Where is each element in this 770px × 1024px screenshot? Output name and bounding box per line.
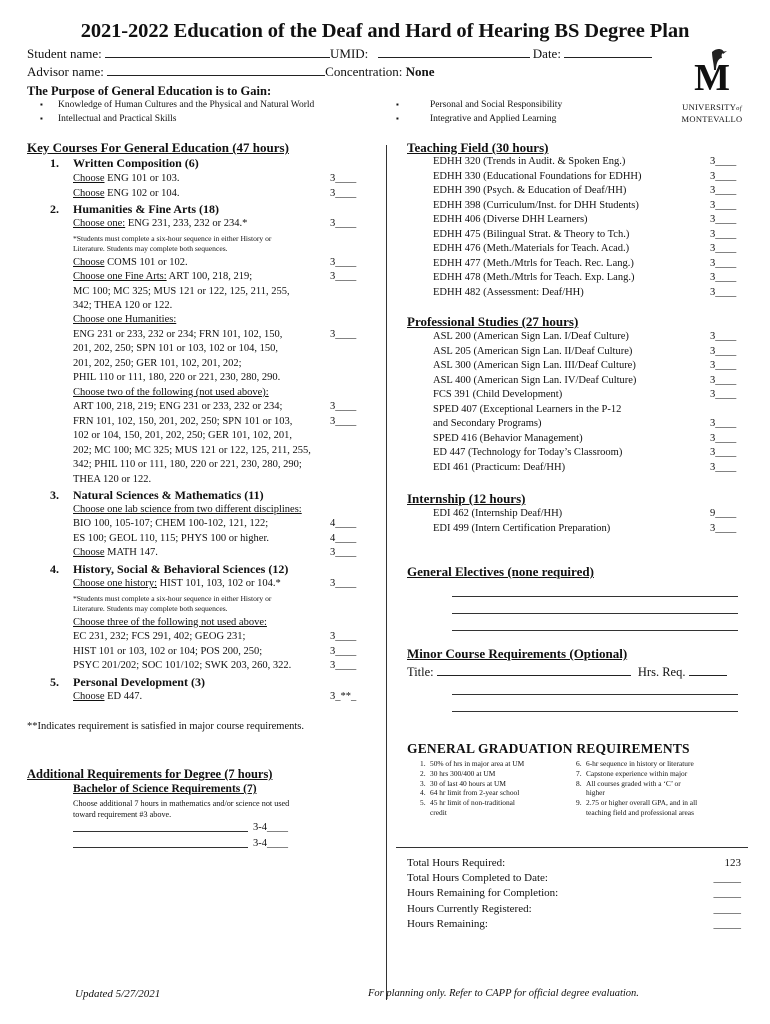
bullet-icon: ▪ [40, 114, 43, 123]
teaching-list [433, 156, 743, 301]
hours-blank[interactable]: 3____ [710, 272, 737, 283]
requirement-item: 6. 6-hr sequence in history or literature [576, 759, 694, 768]
course-row: EDHH 478 (Meth./Mtrls for Teach. Exp. Lang.) 3____ [433, 272, 737, 283]
course-row: 342; PHIL 110 or 111, 180, 220 or 221, 230, 280, 290; [73, 459, 302, 470]
total-row: Hours Remaining: _____ [407, 917, 747, 932]
student-info-row [27, 46, 652, 62]
course-row: 202; MC 100; MC 325; MUS 121 or 122, 125, 211, 255, [73, 445, 311, 456]
hours-blank[interactable]: 3-4____ [253, 822, 288, 833]
hours-blank[interactable]: 3____ [330, 631, 357, 642]
logo-line2: MONTEVALLO [681, 114, 743, 124]
note: Literature. Students may complete both sequences. [73, 604, 228, 613]
course-row: PHIL 110 or 111, 180, 220 or 221, 230, 280, 290. [73, 372, 281, 383]
note: *Students must complete a six-hour sequence in either History or [73, 234, 272, 243]
requirement-item: teaching field and professional areas [586, 807, 694, 817]
requirement-item: 5. 45 hr limit of non-traditional [420, 798, 515, 808]
hours-blank[interactable]: 3____ [710, 418, 737, 429]
course-row: MC 100; MC 325; MUS 121 or 122, 125, 211, 255, [73, 286, 290, 297]
minor-title-label: Title: [407, 665, 434, 679]
requirement-item: 4. 64 hr limit from 2-year school [420, 788, 520, 798]
note: Choose additional 7 hours in mathematics and/or science not used [73, 799, 290, 808]
course-row: EDHH 475 (Bilingual Strat. & Theory to Tch.) 3____ [433, 228, 737, 240]
section-number: 3. [50, 488, 59, 502]
electives-title: General Electives (none required) [407, 564, 594, 579]
bullet-icon: ▪ [396, 114, 399, 123]
hours-blank[interactable]: 3_**_ [330, 691, 357, 702]
total-blank[interactable]: _____ [713, 917, 741, 930]
requirement-item: 3. 30 of last 40 hours at UM [420, 778, 506, 788]
date-field[interactable] [564, 46, 652, 58]
elective-blank[interactable] [452, 630, 738, 631]
hours-blank[interactable]: 3____ [710, 185, 737, 196]
course-row: EDI 462 (Internship Deaf/HH) [433, 508, 563, 519]
course-row: PSYC 201/202; SOC 101/102; SWK 203, 260, 322. [73, 660, 292, 671]
total-blank[interactable]: _____ [713, 887, 741, 900]
choose-label: Choose two of the following (not used above): [73, 387, 269, 398]
student-name-label: Student name: [27, 46, 102, 61]
course-row: ES 100; GEOL 110, 115; PHYS 100 or higher. [73, 533, 269, 544]
elective-blank[interactable] [452, 613, 738, 614]
requirement-item: 8. All courses graded with a ‘C’ or [576, 778, 681, 788]
hours-blank[interactable]: 4____ [330, 533, 357, 544]
hours-blank[interactable]: 3____ [710, 374, 737, 386]
requirement-item: 9. 2.75 or higher overall GPA, and in all [576, 798, 698, 808]
hours-blank[interactable]: 3____ [710, 156, 737, 167]
hours-blank[interactable]: 9____ [710, 508, 737, 519]
hours-blank[interactable]: 3____ [710, 522, 737, 534]
hours-blank[interactable]: 3____ [710, 461, 737, 473]
section-number: 1. [50, 156, 59, 170]
total-required-value: 123 [724, 857, 741, 869]
course-row: Choose ENG 101 or 103. [73, 173, 180, 184]
hours-blank[interactable]: 3____ [330, 271, 357, 282]
requirement-item: higher [586, 788, 605, 798]
concentration-label: Concentration: [325, 64, 403, 79]
hours-blank[interactable]: 3____ [710, 199, 737, 211]
total-blank[interactable]: _____ [713, 902, 741, 915]
course-row: FRN 101, 102, 150, 201, 202, 250; SPN 101 or 103, [73, 416, 293, 427]
hours-blank[interactable]: 3____ [330, 173, 357, 184]
course-row: SPED 416 (Behavior Management) [433, 432, 583, 444]
course-row: Choose one: ENG 231, 233, 232 or 234.* [73, 218, 248, 229]
section-title: Natural Sciences & Mathematics (11) [73, 488, 264, 502]
requirement-item: 2. 30 hrs 300/400 at UM [420, 768, 496, 778]
umid-field[interactable] [378, 46, 530, 58]
graduation-list-right [576, 759, 751, 818]
course-row: ENG 231 or 233, 232 or 234; FRN 101, 102, 150, [73, 329, 283, 340]
hours-blank[interactable]: 3____ [330, 329, 357, 340]
course-row: Choose ENG 102 or 104. [73, 188, 180, 199]
course-row: ART 100, 218, 219; ENG 231 or 233, 232 or 234; [73, 401, 283, 412]
course-row: ASL 400 (American Sign Lan. IV/Deaf Culture) [433, 374, 637, 386]
purpose-title: The Purpose of General Education is to Gain: [27, 84, 272, 98]
course-row: EDI 499 (Intern Certification Preparation) [433, 522, 611, 534]
hours-blank[interactable]: 3____ [710, 243, 737, 254]
planning-disclaimer: For planning only. Refer to CAPP for official degree evaluation. [368, 988, 639, 999]
requirement-item: 1. 50% of hrs in major area at UM [420, 759, 525, 768]
hours-blank[interactable]: 3____ [710, 331, 737, 342]
internship-title: Internship (12 hours) [407, 491, 526, 506]
hours-blank[interactable]: 3____ [710, 214, 737, 225]
minor-course-blank[interactable] [452, 711, 738, 712]
logo-line1: UNIVERSITY [682, 102, 737, 112]
hours-blank[interactable]: 3____ [710, 170, 737, 182]
note: *Students must complete a six-hour sequence in either History or [73, 594, 272, 603]
course-row: Choose one history: HIST 101, 103, 102 or 104.* [73, 578, 281, 589]
footnote: **Indicates requirement is satisfied in major course requirements. [27, 721, 304, 732]
column-divider [386, 145, 387, 1000]
advisor-row [27, 64, 435, 80]
course-blank[interactable] [73, 847, 248, 848]
course-row: EDHH 477 (Meth./Mtrls for Teach. Rec. Lang.) 3____ [433, 257, 737, 269]
purpose-bullet [40, 114, 177, 124]
page-title: 2021-2022 Education of the Deaf and Hard of Hearing BS Degree Plan [80, 20, 690, 42]
course-row: Choose ED 447. [73, 691, 143, 702]
course-row: 201, 202, 250; GER 101, 102, 201, 202; [73, 358, 242, 369]
date-label: Date: [532, 46, 561, 61]
course-row: 342; THEA 120 or 122. [73, 300, 173, 311]
hours-blank[interactable]: 3____ [710, 432, 737, 444]
professional-title: Professional Studies (27 hours) [407, 314, 579, 329]
graduation-list-left [420, 759, 570, 818]
total-row: Hours Currently Registered: _____ [407, 902, 747, 917]
course-row: ED 447 (Technology for Today’s Classroom) [433, 447, 623, 458]
hours-blank[interactable]: 3____ [330, 646, 357, 657]
course-row: 201, 202, 250; SPN 101 or 103, 102 or 104, 150, [73, 343, 279, 354]
hours-blank[interactable]: 3____ [710, 345, 737, 357]
course-row: Choose MATH 147. [73, 547, 158, 558]
section-title: Personal Development (3) [73, 675, 205, 689]
logo-of: of [736, 105, 742, 112]
course-row: EDHH 406 (Diverse DHH Learners) 3____ [433, 214, 737, 225]
course-row: HIST 101 or 103, 102 or 104; POS 200, 250; [73, 646, 263, 657]
hours-blank[interactable]: 3____ [330, 547, 357, 558]
course-row: ASL 300 (American Sign Lan. III/Deaf Culture) [433, 360, 636, 371]
course-row: ASL 205 (American Sign Lan. II/Deaf Culture) [433, 345, 633, 357]
hours-blank[interactable]: 3____ [710, 389, 737, 400]
note: toward requirement #3 above. [73, 810, 172, 819]
updated-date: Updated 5/27/2021 [75, 988, 161, 1000]
course-row: EDI 461 (Practicum: Deaf/HH) [433, 461, 566, 473]
hours-blank[interactable]: 3____ [330, 218, 357, 229]
totals-divider [396, 847, 748, 848]
totals-block [407, 856, 747, 932]
bullet-text: Knowledge of Human Cultures and the Physical and Natural World [58, 100, 315, 110]
hours-blank[interactable]: 3____ [330, 257, 357, 268]
minor-course-blank[interactable] [452, 694, 738, 695]
additional-title: Additional Requirements for Degree (7 hours) [27, 767, 273, 781]
advisor-field[interactable] [107, 64, 325, 76]
hours-blank[interactable]: 3____ [330, 401, 357, 412]
minor-hrs-label: Hrs. Req. [637, 665, 686, 679]
bullet-text: Personal and Social Responsibility [430, 100, 563, 110]
course-row: BIO 100, 105-107; CHEM 100-102, 121, 122; [73, 518, 269, 529]
section-title: Written Composition (6) [73, 156, 199, 170]
course-row: SPED 407 (Exceptional Learners in the P-12 [433, 403, 622, 415]
course-row: FCS 391 (Child Development) [433, 389, 563, 400]
umid-label: UMID: [330, 46, 369, 61]
choose-label: Choose one Humanities: [73, 314, 177, 325]
section-number: 4. [50, 562, 59, 576]
course-row: ASL 200 (American Sign Lan. I/Deaf Culture) [433, 331, 629, 342]
minor-title: Minor Course Requirements (Optional) [407, 646, 628, 661]
course-row: EC 231, 232; FCS 291, 402; GEOG 231; [73, 631, 246, 642]
logo-wordmark [672, 102, 752, 124]
course-row: THEA 120 or 122. [73, 474, 152, 485]
hours-blank[interactable]: 3____ [710, 286, 737, 298]
course-row: EDHH 330 (Educational Foundations for EDHH) 3____ [433, 170, 737, 182]
purpose-bullet [396, 100, 563, 110]
graduation-title: GENERAL GRADUATION REQUIREMENTS [407, 741, 690, 756]
course-row: EDHH 482 (Assessment: Deaf/HH) 3____ [433, 286, 737, 298]
bullet-icon: ▪ [40, 100, 43, 109]
total-row: Total Hours Completed to Date: _____ [407, 871, 747, 886]
choose-label: Choose three of the following not used above: [73, 617, 267, 628]
requirement-item: credit [430, 807, 447, 817]
hours-blank[interactable]: 3____ [330, 188, 357, 199]
hours-blank[interactable]: 3____ [330, 416, 357, 427]
course-row: Choose one Fine Arts: ART 100, 218, 219; [73, 271, 253, 282]
choose-label: Choose one lab science from two different disciplines: [73, 504, 302, 515]
hours-blank[interactable]: 3____ [330, 578, 357, 589]
advisor-label: Advisor name: [27, 64, 104, 79]
course-row: EDHH 320 (Trends in Audit. & Spoken Eng.) 3____ [433, 156, 737, 167]
bullet-text: Integrative and Applied Learning [430, 114, 557, 124]
bullet-text: Intellectual and Practical Skills [58, 114, 177, 124]
hours-blank[interactable]: 3____ [710, 257, 737, 269]
section-number: 2. [50, 202, 59, 216]
course-blank[interactable] [73, 831, 248, 832]
total-row: Hours Remaining for Completion: _____ [407, 886, 747, 901]
hours-blank[interactable]: 4____ [330, 518, 357, 529]
student-name-field[interactable] [105, 46, 330, 58]
minor-title-row [407, 663, 727, 680]
minor-hrs-field[interactable] [689, 663, 727, 676]
key-courses-title: Key Courses For General Education (47 hours) [27, 140, 289, 155]
total-row: Total Hours Required: 123 [407, 856, 747, 871]
purpose-bullet [396, 114, 557, 124]
hours-blank[interactable]: 3____ [710, 360, 737, 371]
university-logo [672, 46, 752, 126]
bullet-icon: ▪ [396, 100, 399, 109]
section-number: 5. [50, 675, 59, 689]
elective-blank[interactable] [452, 596, 738, 597]
course-row: EDHH 476 (Meth./Materials for Teach. Acad.) 3____ [433, 243, 737, 254]
purpose-bullet [40, 100, 315, 110]
hours-blank[interactable]: 3____ [330, 660, 357, 671]
section-title: History, Social & Behavioral Sciences (12) [73, 562, 289, 576]
teaching-title: Teaching Field (30 hours) [407, 140, 549, 155]
hours-blank[interactable]: 3-4____ [253, 838, 288, 849]
total-blank[interactable]: _____ [713, 872, 741, 885]
section-title: Humanities & Fine Arts (18) [73, 202, 219, 216]
course-row: and Secondary Programs) [433, 418, 542, 429]
hours-blank[interactable]: 3____ [710, 447, 737, 458]
course-row: EDHH 390 (Psych. & Education of Deaf/HH) 3____ [433, 185, 737, 196]
course-row: 102 or 104, 150, 201, 202, 250; GER 101, 102, 201, [73, 430, 293, 441]
concentration-value: None [405, 64, 435, 79]
note: Literature. Students may complete both sequences. [73, 244, 228, 253]
additional-subtitle: Bachelor of Science Requirements (7) [73, 783, 257, 795]
requirement-item: 7. Capstone experience within major [576, 768, 688, 778]
course-row: Choose COMS 101 or 102. [73, 257, 188, 268]
minor-title-field[interactable] [437, 663, 631, 676]
course-row: EDHH 398 (Curriculum/Inst. for DHH Students) 3____ [433, 199, 737, 211]
hours-blank[interactable]: 3____ [710, 228, 737, 240]
logo-letter: M [694, 57, 730, 99]
